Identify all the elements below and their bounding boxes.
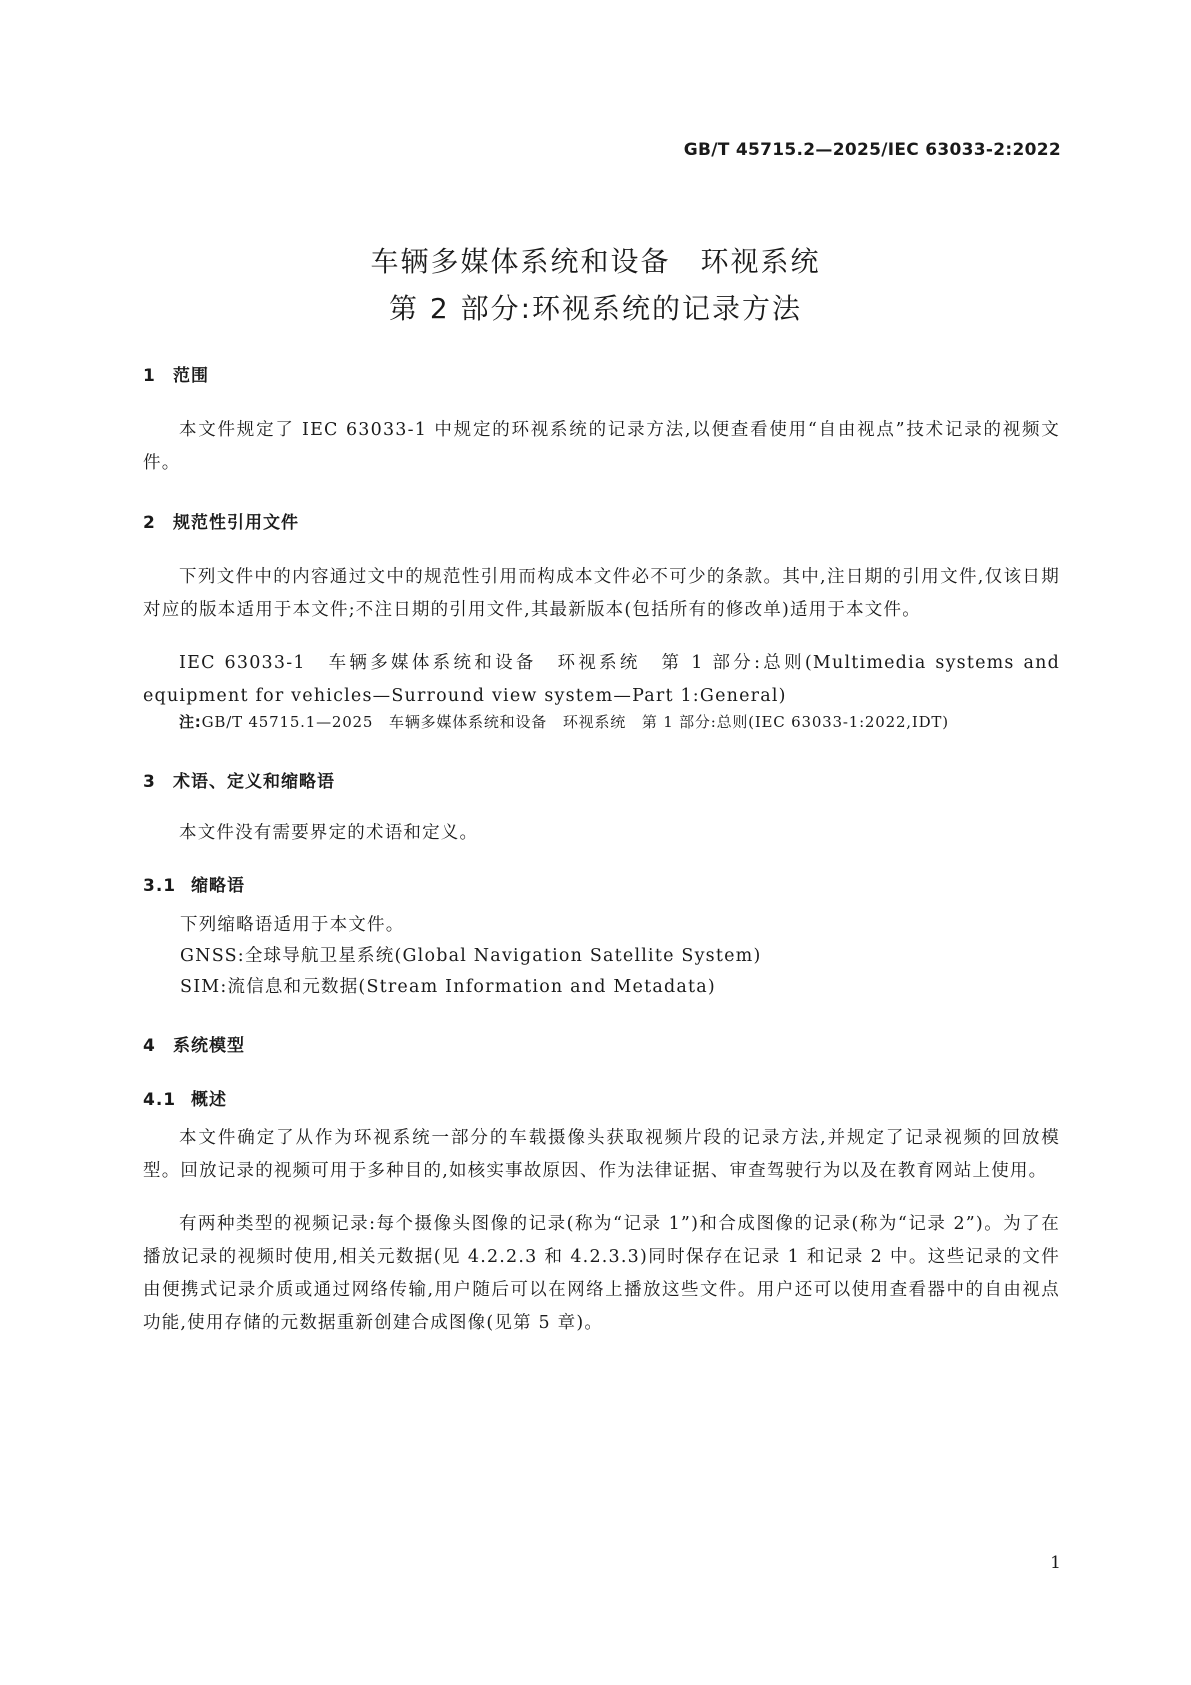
section-4-1-heading bbox=[143, 1085, 227, 1110]
section-title: 概述 bbox=[191, 1090, 227, 1110]
section-number: 2 bbox=[143, 513, 156, 533]
note-label: 注: bbox=[179, 713, 202, 731]
section-3-1-heading bbox=[143, 871, 245, 896]
note-text: GB/T 45715.1—2025 车辆多媒体系统和设备 环视系统 第 1 部分:总则(IEC 63033-1:2022,IDT) bbox=[201, 713, 949, 731]
section-title: 术语、定义和缩略语 bbox=[173, 772, 335, 792]
section-2-paragraph: 下列文件中的内容通过文中的规范性引用而构成本文件必不可少的条款。其中,注日期的引用文件,仅该日期对应的版本适用于本文件;不注日期的引用文件,其最新版本(包括所有的修改单)适用于本文件。 bbox=[143, 567, 1060, 620]
section-number: 4.1 bbox=[143, 1090, 177, 1110]
document-title-line2: 第 2 部分:环视系统的记录方法 bbox=[388, 292, 803, 325]
section-4-1-paragraph-2: 有两种类型的视频记录:每个摄像头图像的记录(称为“记录 1”)和合成图像的记录(称为“记录 2”)。为了在播放记录的视频时使用,相关元数据(见 4.2.2.3 和 4.2.3.3)同时保存在记录 1 和记录 2 中。这些记录的文件由便携式记录介质或通过网络传输,用户随后可以在网络上播放这些文件。用户还可以使用查看器中的自由视点功能,使用存储的元数据重新创建合成图像(见第 5 章)。 bbox=[143, 1214, 1060, 1333]
section-4-heading bbox=[143, 1031, 245, 1056]
section-number: 3.1 bbox=[143, 876, 177, 896]
abbreviation-gnss: GNSS:全球导航卫星系统(Global Navigation Satellite System) bbox=[180, 946, 762, 966]
section-title: 规范性引用文件 bbox=[173, 513, 299, 533]
section-number: 4 bbox=[143, 1036, 156, 1056]
section-title: 范围 bbox=[173, 366, 209, 386]
section-number: 3 bbox=[143, 772, 156, 792]
page-number: 1 bbox=[1050, 1553, 1061, 1573]
section-title: 系统模型 bbox=[173, 1036, 245, 1056]
normative-reference: IEC 63033-1 车辆多媒体系统和设备 环视系统 第 1 部分:总则(Multimedia systems and equipment for vehicles—Surround view system—Part 1:General) bbox=[143, 653, 1060, 706]
section-1-heading bbox=[143, 361, 209, 386]
document-title-line1: 车辆多媒体系统和设备 环视系统 bbox=[370, 245, 821, 278]
section-number: 1 bbox=[143, 366, 156, 386]
abbreviation-sim: SIM:流信息和元数据(Stream Information and Metadata) bbox=[180, 977, 716, 997]
section-1-paragraph: 本文件规定了 IEC 63033-1 中规定的环视系统的记录方法,以便查看使用“自由视点”技术记录的视频文件。 bbox=[143, 420, 1060, 473]
reference-note bbox=[179, 711, 949, 732]
section-3-paragraph: 本文件没有需要界定的术语和定义。 bbox=[179, 823, 479, 843]
abbreviations-intro: 下列缩略语适用于本文件。 bbox=[180, 915, 405, 935]
section-3-heading bbox=[143, 767, 335, 792]
standard-number: GB/T 45715.2—2025/IEC 63033-2:2022 bbox=[683, 140, 1061, 160]
section-4-1-paragraph-1: 本文件确定了从作为环视系统一部分的车载摄像头获取视频片段的记录方法,并规定了记录视频的回放模型。回放记录的视频可用于多种目的,如核实事故原因、作为法律证据、审查驾驶行为以及在教育网站上使用。 bbox=[143, 1128, 1060, 1181]
section-2-heading bbox=[143, 508, 299, 533]
section-title: 缩略语 bbox=[191, 876, 245, 896]
